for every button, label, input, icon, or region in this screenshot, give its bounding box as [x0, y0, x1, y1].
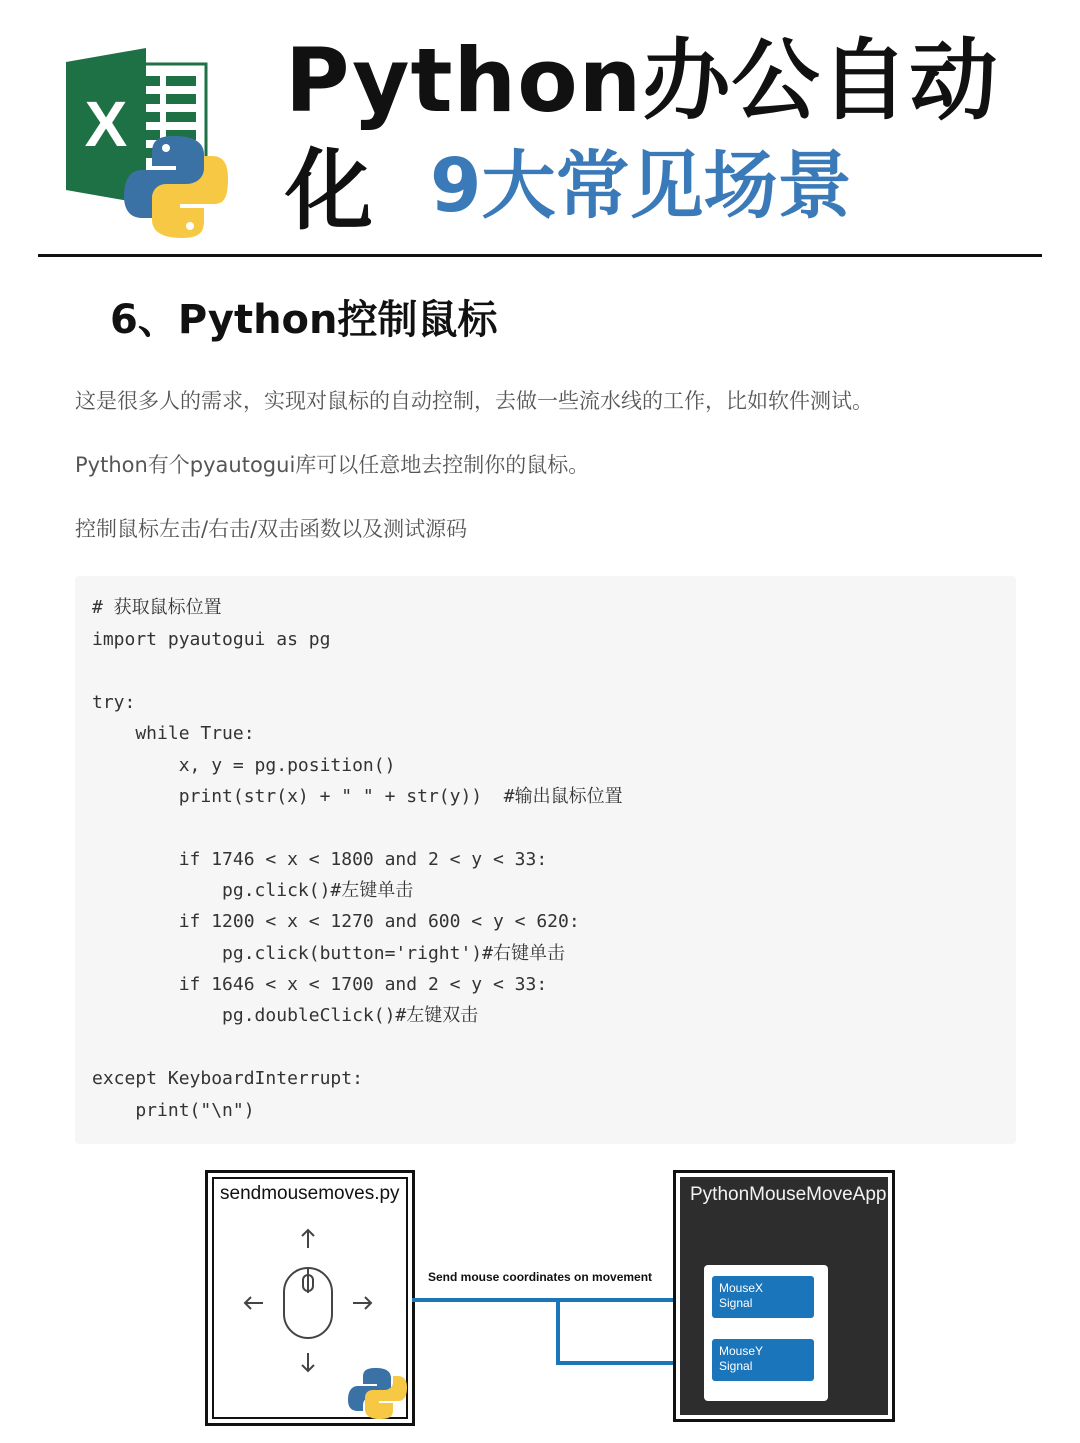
- mousex-signal-kind: Signal: [719, 1296, 753, 1310]
- paragraph-code-caption: 控制鼠标左击/右击/双击函数以及测试源码: [75, 517, 468, 541]
- section-title: 6、Python控制鼠标: [110, 297, 498, 343]
- mousey-signal-name: MouseY: [719, 1344, 764, 1358]
- code-line: except KeyboardInterrupt:: [92, 1068, 363, 1089]
- code-line: # 获取鼠标位置: [92, 597, 222, 618]
- sender-script-title: sendmousemoves.py: [220, 1183, 400, 1204]
- mousex-signal-name: MouseX: [719, 1281, 764, 1295]
- mousey-signal-kind: Signal: [719, 1359, 753, 1373]
- mousex-signal: [712, 1276, 814, 1318]
- code-line: print(str(x) + " " + str(y)) #输出鼠标位置: [92, 786, 623, 807]
- excel-python-logo: [62, 48, 232, 238]
- code-line: pg.click(button='right')#右键单击: [92, 943, 565, 964]
- code-line: while True:: [92, 723, 255, 744]
- excel-python-logo-graphic: [62, 48, 232, 238]
- arrow-label: Send mouse coordinates on movement: [428, 1270, 653, 1284]
- code-line: try:: [92, 692, 136, 713]
- receiver-app-title: PythonMouseMoveApp: [690, 1184, 887, 1205]
- code-line: pg.doubleClick()#左键双击: [92, 1005, 479, 1026]
- header-divider: [38, 254, 1042, 257]
- signal-panel: [704, 1265, 828, 1401]
- code-line: pg.click()#左键单击: [92, 880, 414, 901]
- page-subtitle: 9大常见场景: [430, 143, 852, 229]
- excel-x-letter: X: [84, 88, 128, 160]
- code-line: import pyautogui as pg: [92, 629, 331, 650]
- receiver-app-box: [673, 1170, 895, 1422]
- paragraph-library: Python有个pyautogui库可以任意地去控制你的鼠标。: [75, 453, 590, 477]
- paragraph-intro: 这是很多人的需求，实现对鼠标的自动控制，去做一些流水线的工作，比如软件测试。: [75, 389, 873, 413]
- code-line: if 1200 < x < 1270 and 600 < y < 620:: [92, 911, 580, 932]
- mouse-move-diagram: [200, 1168, 900, 1430]
- code-line: print("\n"): [92, 1100, 255, 1121]
- code-line: x, y = pg.position(): [92, 755, 396, 776]
- page-title: Python办公自动化: [285, 29, 999, 242]
- receiver-app-window: [680, 1177, 888, 1415]
- mousey-signal: [712, 1339, 814, 1381]
- code-line: if 1646 < x < 1700 and 2 < y < 33:: [92, 974, 548, 995]
- code-line: if 1746 < x < 1800 and 2 < y < 33:: [92, 849, 548, 870]
